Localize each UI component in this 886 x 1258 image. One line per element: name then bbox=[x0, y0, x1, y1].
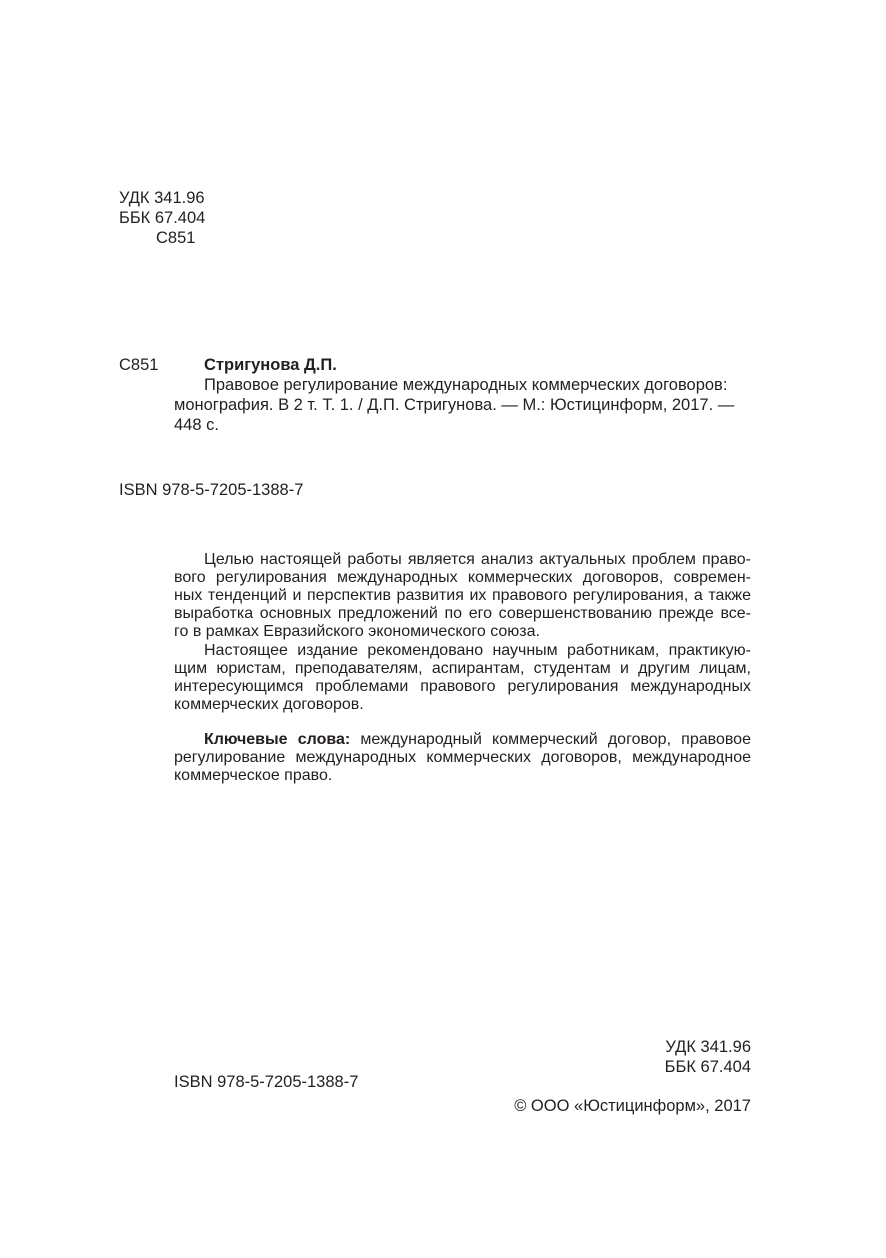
keywords-label: Ключевые слова: bbox=[204, 731, 351, 748]
abstract-line: интересующимся проблемами правового регулирования международных bbox=[174, 678, 751, 695]
udk-code-bottom: УДК 341.96 bbox=[665, 1038, 751, 1056]
catalog-codes-bottom bbox=[665, 1037, 751, 1077]
udk-code: УДК 341.96 bbox=[119, 189, 205, 207]
abstract-line: го в рамках Евразийского экономического союза. bbox=[174, 623, 540, 640]
bbk-code: ББК 67.404 bbox=[119, 209, 206, 227]
abstract-paragraph-1 bbox=[174, 551, 751, 641]
abstract-line: вого регулирования международных коммерческих договоров, современ- bbox=[174, 569, 751, 586]
abstract-line: ных тенденций и перспектив развития их правового регулирования, а также bbox=[174, 587, 751, 604]
catalog-codes-top bbox=[119, 188, 205, 248]
entry-author-name: Стригунова Д.П. bbox=[204, 356, 337, 374]
entry-author-sign: С851 bbox=[119, 356, 159, 374]
keywords-text: международный коммерческий договор, правовое bbox=[360, 731, 751, 748]
author-sign-code: С851 bbox=[156, 229, 196, 247]
entry-pages-line: 448 с. bbox=[174, 416, 219, 434]
copyright-notice: © ООО «Юстицинформ», 2017 bbox=[514, 1097, 751, 1115]
bbk-code-bottom: ББК 67.404 bbox=[664, 1058, 751, 1076]
abstract-line: Настоящее издание рекомендовано научным работникам, практикую- bbox=[204, 642, 751, 659]
abstract-line: коммерческих договоров. bbox=[174, 696, 364, 713]
keywords-block bbox=[174, 731, 751, 785]
entry-publication-line: монография. В 2 т. Т. 1. / Д.П. Стригунова. — М.: Юстицинформ, 2017. — bbox=[174, 396, 735, 414]
isbn-top: ISBN 978-5-7205-1388-7 bbox=[119, 481, 304, 499]
abstract-line: щим юристам, преподавателям, аспирантам, студентам и другим лицам, bbox=[174, 660, 751, 677]
keywords-line-1 bbox=[174, 731, 751, 749]
abstract-line: Целью настоящей работы является анализ актуальных проблем право- bbox=[204, 551, 751, 568]
abstract-line: выработка основных предложений по его совершенствованию прежде все- bbox=[174, 605, 751, 622]
isbn-bottom: ISBN 978-5-7205-1388-7 bbox=[174, 1073, 359, 1091]
abstract-paragraph-2 bbox=[174, 642, 751, 714]
keywords-line-2: регулирование международных коммерческих договоров, международное bbox=[174, 749, 751, 766]
keywords-line-3: коммерческое право. bbox=[174, 767, 333, 784]
entry-title-line: Правовое регулирование международных коммерческих договоров: bbox=[204, 376, 728, 394]
